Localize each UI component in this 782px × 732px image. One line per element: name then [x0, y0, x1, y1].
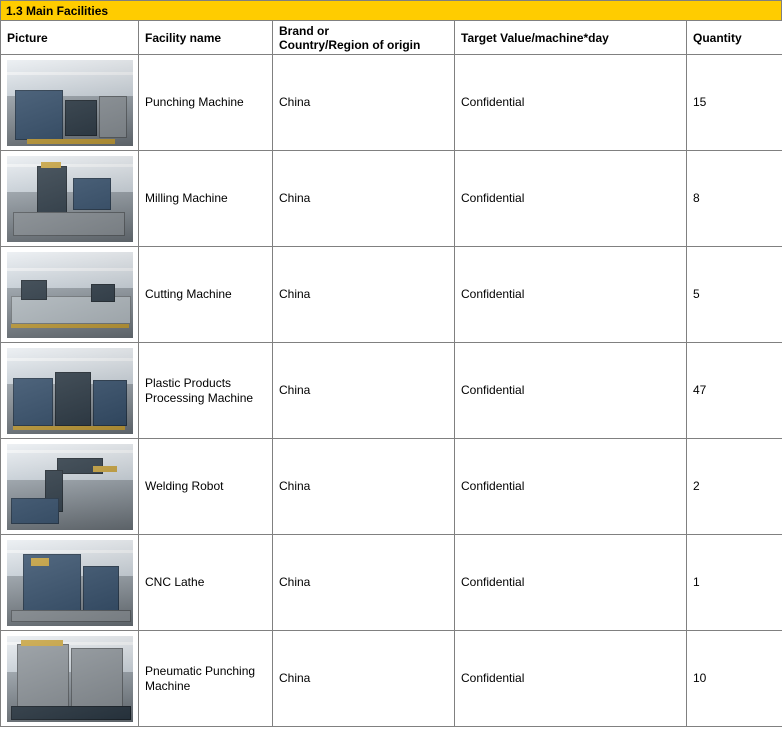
facility-picture-cell — [1, 631, 139, 727]
facility-origin-cell: China — [273, 535, 455, 631]
facility-origin-cell: China — [273, 55, 455, 151]
facility-quantity-cell: 15 — [687, 55, 782, 151]
photo-shade — [7, 348, 133, 434]
main-facilities-table — [0, 20, 782, 727]
facility-photo — [7, 636, 133, 722]
facility-name-cell: Cutting Machine — [139, 247, 273, 343]
photo-shade — [7, 252, 133, 338]
column-header-quantity: Quantity — [687, 21, 782, 55]
facility-photo — [7, 348, 133, 434]
facility-target-value-cell: Confidential — [455, 247, 687, 343]
facility-name-cell: Pneumatic Punching Machine — [139, 631, 273, 727]
facility-origin-cell: China — [273, 631, 455, 727]
section-header-bar — [0, 0, 782, 20]
column-header-brand-line1: Brand or — [279, 23, 330, 38]
facility-name-cell: CNC Lathe — [139, 535, 273, 631]
table-row — [1, 631, 782, 727]
facility-target-value-cell: Confidential — [455, 535, 687, 631]
facility-name-cell: Plastic Products Processing Machine — [139, 343, 273, 439]
facility-picture-cell — [1, 151, 139, 247]
column-header-brand-origin — [273, 21, 455, 55]
facility-quantity-cell: 2 — [687, 439, 782, 535]
table-row — [1, 439, 782, 535]
column-header-facility-name: Facility name — [139, 21, 273, 55]
table-row — [1, 535, 782, 631]
facility-target-value-cell: Confidential — [455, 151, 687, 247]
facility-target-value-cell: Confidential — [455, 439, 687, 535]
table-row — [1, 55, 782, 151]
facility-picture-cell — [1, 247, 139, 343]
facility-picture-cell — [1, 535, 139, 631]
table-row — [1, 247, 782, 343]
facility-photo — [7, 444, 133, 530]
facility-origin-cell: China — [273, 439, 455, 535]
facility-origin-cell: China — [273, 151, 455, 247]
facility-name-cell: Milling Machine — [139, 151, 273, 247]
photo-shade — [7, 156, 133, 242]
facility-origin-cell: China — [273, 343, 455, 439]
facility-photo — [7, 156, 133, 242]
facility-name-cell: Welding Robot — [139, 439, 273, 535]
photo-shade — [7, 636, 133, 722]
facility-quantity-cell: 8 — [687, 151, 782, 247]
facility-photo — [7, 540, 133, 626]
facility-photo — [7, 252, 133, 338]
table-row — [1, 343, 782, 439]
photo-shade — [7, 60, 133, 146]
column-header-brand-line2: Country/Region of origin — [279, 37, 421, 52]
facility-quantity-cell: 5 — [687, 247, 782, 343]
photo-shade — [7, 540, 133, 626]
facility-quantity-cell: 47 — [687, 343, 782, 439]
facility-picture-cell — [1, 343, 139, 439]
facility-target-value-cell: Confidential — [455, 343, 687, 439]
table-row — [1, 151, 782, 247]
facility-picture-cell — [1, 55, 139, 151]
facility-quantity-cell: 10 — [687, 631, 782, 727]
facility-origin-cell: China — [273, 247, 455, 343]
photo-shade — [7, 444, 133, 530]
facility-quantity-cell: 1 — [687, 535, 782, 631]
column-header-picture: Picture — [1, 21, 139, 55]
facility-target-value-cell: Confidential — [455, 631, 687, 727]
table-header-row — [1, 21, 782, 55]
facility-target-value-cell: Confidential — [455, 55, 687, 151]
facility-picture-cell — [1, 439, 139, 535]
section-title: 1.3 Main Facilities — [6, 3, 109, 18]
facility-photo — [7, 60, 133, 146]
column-header-target-value: Target Value/machine*day — [455, 21, 687, 55]
facility-name-cell: Punching Machine — [139, 55, 273, 151]
